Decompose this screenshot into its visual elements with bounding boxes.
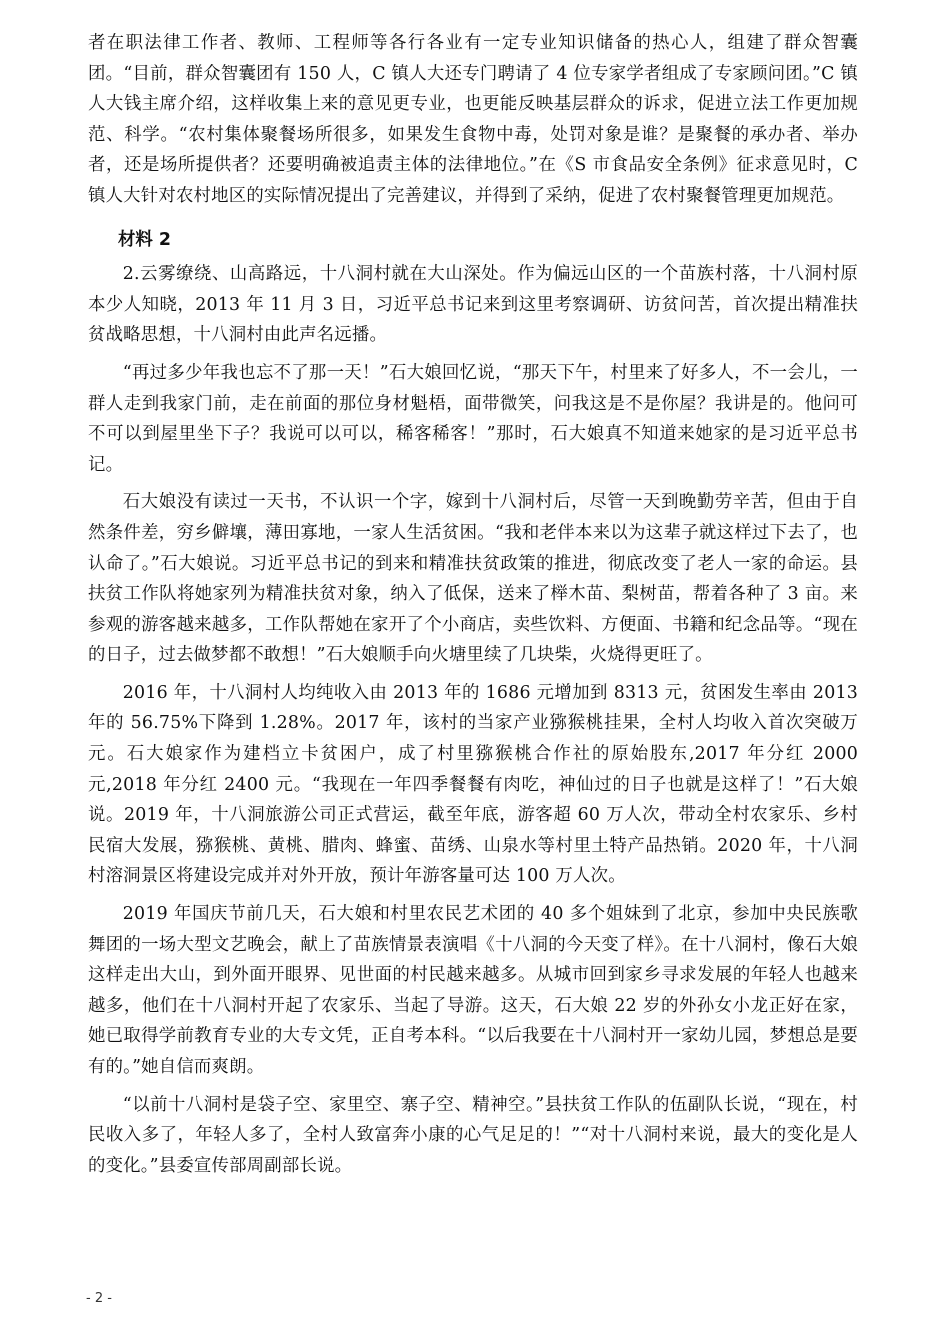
paragraph-3: 石大娘没有读过一天书，不认识一个字，嫁到十八洞村后，尽管一天到晚勤劳辛苦，但由于自然条件差，穷乡僻壤，薄田寡地，一家人生活贫困。“我和老伴本来以为这辈子就这样过下去了，也认命了。”石大娘说。习近平总书记的到来和精准扶贫政策的推进，彻底改变了老人一家的命运。县扶贫工作队将她家列为精准扶贫对象，纳入了低保，送来了榉木苗、梨树苗，帮着各种了 3 亩。来参观的游客越来越多，工作队帮她在家开了个小商店，卖些饮料、方便面、书籍和纪念品等。“现在的日子，过去做梦都不敢想！”石大娘顺手向火塘里续了几块柴，火烧得更旺了。 xyxy=(88,492,858,666)
paragraph-6: “以前十八洞村是袋子空、家里空、寨子空、精神空。”县扶贫工作队的伍副队长说，“现在，村民收入多了，年轻人多了，全村人致富奔小康的心气足足的！”“对十八洞村来说，最大的变化是人的变化。”县委宣传部周副部长说。 xyxy=(88,1094,858,1176)
paragraph-5: 2019 年国庆节前几天，石大娘和村里农民艺术团的 40 多个姐妹到了北京，参加中央民族歌舞团的一场大型文艺晚会，献上了苗族情景表演唱《十八洞的今天变了样》。在十八洞村，像石大娘这样走出大山，到外面开眼界、见世面的村民越来越多。从城市回到家乡寻求发展的年轻人也越来越多，他们在十八洞村开起了农家乐、当起了导游。这天，石大娘 22 岁的外孙女小龙正好在家，她已取得学前教育专业的大专文凭，正自考本科。“以后我要在十八洞村开一家幼儿园，梦想总是要有的。”她自信而爽朗。 xyxy=(88,904,858,1077)
document-page xyxy=(88,28,858,1181)
section-heading: 材料 2 xyxy=(118,229,171,250)
paragraph-2: “再过多少年我也忘不了那一天！”石大娘回忆说，“那天下午，村里来了好多人，不一会儿，一群人走到我家门前，走在前面的那位身材魁梧，面带微笑，问我这是不是你屋？我讲是的。他问可不可以到屋里坐下子？我说可以可以，稀客稀客！”那时，石大娘真不知道来她家的是习近平总书记。 xyxy=(88,362,858,475)
paragraph-4: 2016 年，十八洞村人均纯收入由 2013 年的 1686 元增加到 8313 元，贫困发生率由 2013 年的 56.75%下降到 1.28%。2017 年，该村的当家产业猕猴桃挂果，全村人均收入首次突破万元。石大娘家作为建档立卡贫困户，成了村里猕猴桃合作社的原始股东,2017 年分红 2000 元,2018 年分红 2400 元。“我现在一年四季餐餐有肉吃，神仙过的日子也就是这样了！”石大娘说。2019 年，十八洞旅游公司正式营运，截至年底，游客超 60 万人次，带动全村农家乐、乡村民宿大发展，猕猴桃、黄桃、腊肉、蜂蜜、苗绣、山泉水等村里土特产品热销。2020 年，十八洞村溶洞景区将建设完成并对外开放，预计年游客量可达 100 万人次。 xyxy=(88,682,858,887)
page-number: - 2 - xyxy=(86,1291,112,1306)
paragraph-intro-continued: 者在职法律工作者、教师、工程师等各行各业有一定专业知识储备的热心人，组建了群众智囊团。“目前，群众智囊团有 150 人，C 镇人大还专门聘请了 4 位专家学者组成了专家顾问团。”C 镇人大钱主席介绍，这样收集上来的意见更专业，也更能反映基层群众的诉求，促进立法工作更加规范、科学。“农村集体聚餐场所很多，如果发生食物中毒，处罚对象是谁？是聚餐的承办者、举办者，还是场所提供者？还要明确被追责主体的法律地位。”在《S 市食品安全条例》征求意见时，C 镇人大针对农村地区的实际情况提出了完善建议，并得到了采纳，促进了农村聚餐管理更加规范。 xyxy=(88,33,858,206)
paragraph-1: 2.云雾缭绕、山高路远，十八洞村就在大山深处。作为偏远山区的一个苗族村落，十八洞村原本少人知晓，2013 年 11 月 3 日，习近平总书记来到这里考察调研、访贫问苦，首次提出精准扶贫战略思想，十八洞村由此声名远播。 xyxy=(88,264,858,346)
